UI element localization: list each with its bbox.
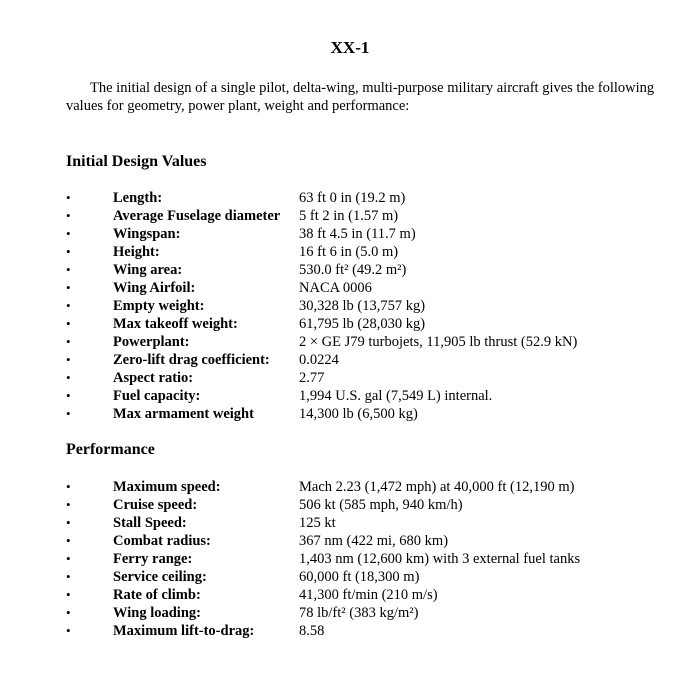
intro-paragraph	[66, 79, 656, 115]
bullet-icon: •	[66, 334, 71, 349]
item-label: Max armament weight	[113, 406, 254, 422]
list-item	[66, 369, 666, 387]
list-item	[66, 550, 666, 568]
bullet-icon: •	[66, 244, 71, 259]
item-label: Length:	[113, 190, 163, 206]
bullet-icon: •	[66, 406, 71, 421]
bullet-icon: •	[66, 316, 71, 331]
list-item	[66, 351, 666, 369]
item-value: 530.0 ft² (49.2 m²)	[299, 262, 407, 278]
item-label: Fuel capacity:	[113, 388, 201, 404]
list-item	[66, 189, 666, 207]
list-item	[66, 261, 666, 279]
item-label: Powerplant:	[113, 334, 190, 350]
item-label: Wing area:	[113, 262, 183, 278]
item-label: Wing Airfoil:	[113, 280, 196, 296]
bullet-icon: •	[66, 352, 71, 367]
document-title: XX-1	[330, 38, 370, 57]
item-label: Zero-lift drag coefficient:	[113, 352, 270, 368]
item-label: Stall Speed:	[113, 515, 187, 531]
performance-list	[66, 478, 666, 640]
list-item	[66, 622, 666, 640]
list-item	[66, 315, 666, 333]
bullet-icon: •	[66, 190, 71, 205]
item-value: 367 nm (422 mi, 680 km)	[299, 533, 449, 549]
item-value: 2.77	[299, 370, 325, 386]
item-value: 61,795 lb (28,030 kg)	[299, 316, 426, 332]
list-item	[66, 568, 666, 586]
list-item	[66, 586, 666, 604]
design-values-heading: Initial Design Values	[66, 153, 207, 170]
list-item	[66, 333, 666, 351]
item-value: 78 lb/ft² (383 kg/m²)	[299, 605, 419, 621]
item-value: 30,328 lb (13,757 kg)	[299, 298, 426, 314]
list-item	[66, 297, 666, 315]
item-label: Empty weight:	[113, 298, 205, 314]
item-label: Ferry range:	[113, 551, 193, 567]
item-value: 16 ft 6 in (5.0 m)	[299, 244, 399, 260]
list-item	[66, 387, 666, 405]
bullet-icon: •	[66, 262, 71, 277]
item-value: Mach 2.23 (1,472 mph) at 40,000 ft (12,190 m)	[299, 479, 575, 495]
design-values-list	[66, 189, 666, 423]
item-label: Maximum lift-to-drag:	[113, 623, 255, 639]
bullet-icon: •	[66, 623, 71, 638]
item-label: Aspect ratio:	[113, 370, 194, 386]
bullet-icon: •	[66, 479, 71, 494]
item-label: Height:	[113, 244, 160, 260]
list-item	[66, 532, 666, 550]
item-value: 41,300 ft/min (210 m/s)	[299, 587, 438, 603]
bullet-icon: •	[66, 551, 71, 566]
list-item	[66, 279, 666, 297]
list-item	[66, 405, 666, 423]
bullet-icon: •	[66, 226, 71, 241]
item-value: 63 ft 0 in (19.2 m)	[299, 190, 406, 206]
item-value: NACA 0006	[299, 280, 372, 296]
list-item	[66, 604, 666, 622]
bullet-icon: •	[66, 569, 71, 584]
item-value: 0.0224	[299, 352, 339, 368]
bullet-icon: •	[66, 388, 71, 403]
item-value: 2 × GE J79 turbojets, 11,905 lb thrust (52.9 kN)	[299, 334, 578, 350]
item-label: Average Fuselage diameter	[113, 208, 281, 224]
item-label: Max takeoff weight:	[113, 316, 238, 332]
item-value: 1,994 U.S. gal (7,549 L) internal.	[299, 388, 493, 404]
bullet-icon: •	[66, 208, 71, 223]
bullet-icon: •	[66, 605, 71, 620]
bullet-icon: •	[66, 280, 71, 295]
item-value: 125 kt	[299, 515, 336, 531]
list-item	[66, 496, 666, 514]
list-item	[66, 225, 666, 243]
item-label: Wing loading:	[113, 605, 201, 621]
item-label: Service ceiling:	[113, 569, 207, 585]
performance-heading: Performance	[66, 441, 155, 458]
item-label: Wingspan:	[113, 226, 181, 242]
item-value: 38 ft 4.5 in (11.7 m)	[299, 226, 416, 242]
item-label: Maximum speed:	[113, 479, 221, 495]
item-value: 8.58	[299, 623, 325, 639]
item-label: Combat radius:	[113, 533, 211, 549]
item-label: Rate of climb:	[113, 587, 201, 603]
bullet-icon: •	[66, 587, 71, 602]
bullet-icon: •	[66, 298, 71, 313]
list-item	[66, 478, 666, 496]
list-item	[66, 243, 666, 261]
item-value: 14,300 lb (6,500 kg)	[299, 406, 418, 422]
bullet-icon: •	[66, 370, 71, 385]
bullet-icon: •	[66, 497, 71, 512]
list-item	[66, 514, 666, 532]
bullet-icon: •	[66, 533, 71, 548]
item-label: Cruise speed:	[113, 497, 198, 513]
item-value: 506 kt (585 mph, 940 km/h)	[299, 497, 463, 513]
list-item	[66, 207, 666, 225]
item-value: 60,000 ft (18,300 m)	[299, 569, 420, 585]
intro-text: The initial design of a single pilot, delta-wing, multi-purpose military aircraft gives the following values for geometry, power plant, weight and performance:	[66, 80, 655, 114]
bullet-icon: •	[66, 515, 71, 530]
item-value: 1,403 nm (12,600 km) with 3 external fuel tanks	[299, 551, 581, 567]
item-value: 5 ft 2 in (1.57 m)	[299, 208, 399, 224]
